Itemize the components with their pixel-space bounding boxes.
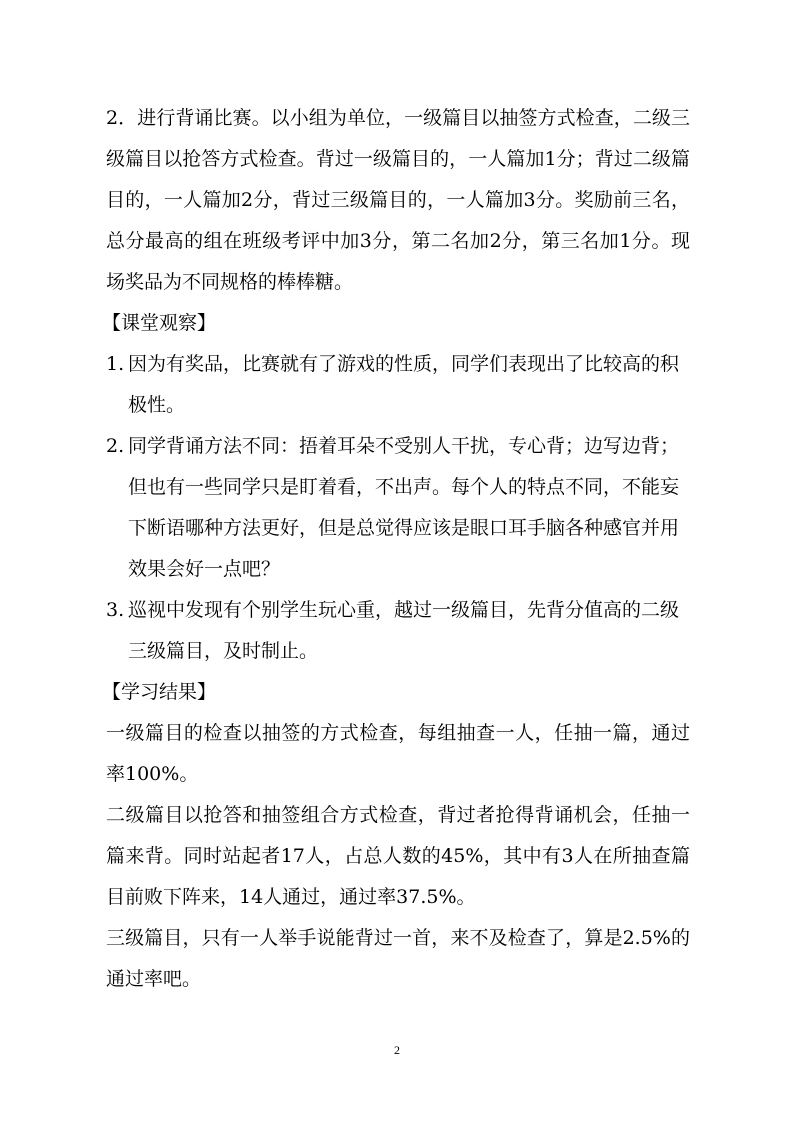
list-number: 1. bbox=[106, 353, 125, 375]
list-item bbox=[106, 426, 690, 590]
results-heading: 【学习结果】 bbox=[102, 681, 217, 703]
list-text: 同学背诵方法不同：捂着耳朵不受别人干扰，专心背；边写边背；但也有一些同学只是盯着看，不出声。每个人的特点不同，不能妄下断语哪种方法更好，但是总觉得应该是眼口耳手脑各种感官并用效果会好一点吧？ bbox=[128, 435, 680, 580]
list-number: 2. bbox=[106, 435, 125, 457]
list-number: 3. bbox=[106, 599, 125, 621]
page-number: 2 bbox=[394, 1043, 400, 1057]
list-item bbox=[106, 590, 690, 672]
result-paragraph-level2: 二级篇目以抢答和抽签组合方式检查，背过者抢得背诵机会，任抽一篇来背。同时站起者17人，占总人数的45%，其中有3人在所抽查篇目前败下阵来，14人通过，通过率37.5%。 bbox=[106, 804, 690, 908]
list-text: 因为有奖品，比赛就有了游戏的性质，同学们表现出了比较高的积极性。 bbox=[128, 353, 680, 416]
intro-paragraph: 2．进行背诵比赛。以小组为单位，一级篇目以抽签方式检查，二级三级篇目以抢答方式检查。背过一级篇目的，一人篇加1分；背过二级篇目的，一人篇加2分，背过三级篇目的，一人篇加3分。奖励前三名，总分最高的组在班级考评中加3分，第二名加2分，第三名加1分。现场奖品为不同规格的棒棒糖。 bbox=[106, 107, 690, 293]
result-paragraph-level1: 一级篇目的检查以抽签的方式检查，每组抽查一人，任抽一篇，通过率100%。 bbox=[106, 722, 690, 785]
document-body bbox=[102, 98, 690, 1000]
list-item bbox=[106, 344, 690, 426]
result-paragraph-level3: 三级篇目，只有一人举手说能背过一首，来不及检查了，算是2.5%的通过率吧。 bbox=[106, 927, 690, 990]
list-text: 巡视中发现有个别学生玩心重，越过一级篇目，先背分值高的二级三级篇目，及时制止。 bbox=[128, 599, 680, 662]
observation-heading: 【课堂观察】 bbox=[102, 312, 217, 334]
observation-list bbox=[106, 344, 690, 672]
